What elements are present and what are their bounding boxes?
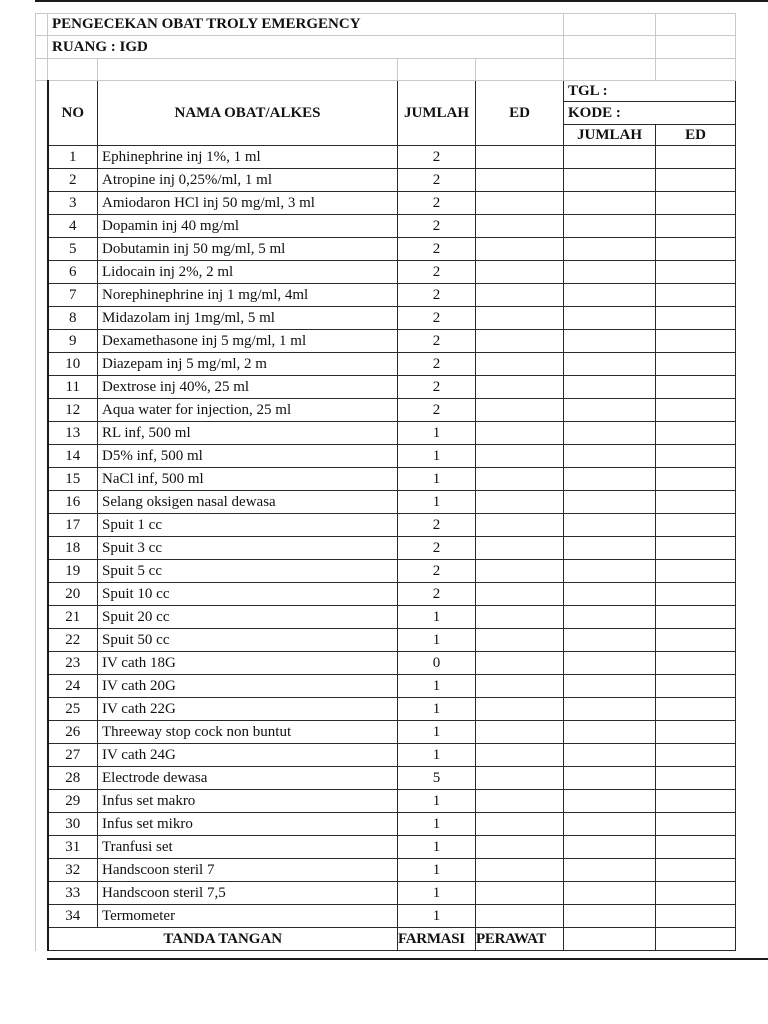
- item-number: 24: [48, 675, 98, 698]
- col-no-header: NO: [48, 81, 98, 146]
- table-row: [36, 629, 736, 652]
- table-row: [36, 422, 736, 445]
- item-name: Selang oksigen nasal dewasa: [98, 491, 398, 514]
- item-ed-cell: [476, 836, 564, 859]
- table-row: [36, 238, 736, 261]
- item-quantity: 1: [398, 813, 476, 836]
- item-number: 30: [48, 813, 98, 836]
- item-quantity: 1: [398, 882, 476, 905]
- table-row: [36, 169, 736, 192]
- check-qty-cell: [564, 813, 656, 836]
- item-quantity: 1: [398, 629, 476, 652]
- item-number: 4: [48, 215, 98, 238]
- item-name: Threeway stop cock non buntut: [98, 721, 398, 744]
- signature-label: TANDA TANGAN: [48, 928, 398, 951]
- item-ed-cell: [476, 882, 564, 905]
- item-ed-cell: [476, 445, 564, 468]
- item-quantity: 2: [398, 146, 476, 169]
- item-ed-cell: [476, 330, 564, 353]
- check-qty-cell: [564, 399, 656, 422]
- item-quantity: 2: [398, 514, 476, 537]
- check-ed-cell: [656, 353, 736, 376]
- check-qty-cell: [564, 261, 656, 284]
- item-ed-cell: [476, 238, 564, 261]
- form-title: PENGECEKAN OBAT TROLY EMERGENCY: [48, 14, 564, 36]
- table-row: [36, 675, 736, 698]
- check-ed-cell: [656, 744, 736, 767]
- check-qty-cell: [564, 721, 656, 744]
- check-ed-cell: [656, 514, 736, 537]
- check-ed-header: ED: [656, 125, 736, 146]
- room-label: RUANG : IGD: [48, 36, 564, 59]
- item-ed-cell: [476, 606, 564, 629]
- check-qty-cell: [564, 882, 656, 905]
- check-ed-cell: [656, 583, 736, 606]
- table-row: [36, 330, 736, 353]
- check-qty-cell: [564, 445, 656, 468]
- item-ed-cell: [476, 744, 564, 767]
- check-qty-cell: [564, 307, 656, 330]
- item-name: Handscoon steril 7: [98, 859, 398, 882]
- item-number: 20: [48, 583, 98, 606]
- item-name: Dopamin inj 40 mg/ml: [98, 215, 398, 238]
- item-name: Midazolam inj 1mg/ml, 5 ml: [98, 307, 398, 330]
- check-ed-cell: [656, 422, 736, 445]
- table-row: [36, 698, 736, 721]
- item-number: 12: [48, 399, 98, 422]
- item-ed-cell: [476, 146, 564, 169]
- check-ed-cell: [656, 445, 736, 468]
- table-row: [36, 514, 736, 537]
- check-ed-cell: [656, 882, 736, 905]
- item-number: 31: [48, 836, 98, 859]
- item-number: 21: [48, 606, 98, 629]
- item-name: IV cath 22G: [98, 698, 398, 721]
- item-ed-cell: [476, 261, 564, 284]
- table-row: [36, 192, 736, 215]
- item-name: Electrode dewasa: [98, 767, 398, 790]
- check-ed-cell: [656, 721, 736, 744]
- check-ed-cell: [656, 698, 736, 721]
- item-quantity: 2: [398, 537, 476, 560]
- item-name: Dexamethasone inj 5 mg/ml, 1 ml: [98, 330, 398, 353]
- check-qty-cell: [564, 169, 656, 192]
- item-ed-cell: [476, 675, 564, 698]
- item-name: Ephinephrine inj 1%, 1 ml: [98, 146, 398, 169]
- check-ed-cell: [656, 399, 736, 422]
- item-number: 6: [48, 261, 98, 284]
- item-name: Atropine inj 0,25%/ml, 1 ml: [98, 169, 398, 192]
- check-qty-cell: [564, 652, 656, 675]
- check-ed-cell: [656, 284, 736, 307]
- item-number: 15: [48, 468, 98, 491]
- table-row: [36, 445, 736, 468]
- item-name: Spuit 5 cc: [98, 560, 398, 583]
- signature-cell: [564, 928, 656, 951]
- item-number: 8: [48, 307, 98, 330]
- check-ed-cell: [656, 905, 736, 928]
- check-qty-cell: [564, 606, 656, 629]
- item-number: 14: [48, 445, 98, 468]
- item-number: 13: [48, 422, 98, 445]
- table-row: [36, 859, 736, 882]
- item-ed-cell: [476, 652, 564, 675]
- item-name: Aqua water for injection, 25 ml: [98, 399, 398, 422]
- item-number: 29: [48, 790, 98, 813]
- check-ed-cell: [656, 330, 736, 353]
- item-quantity: 1: [398, 445, 476, 468]
- item-ed-cell: [476, 376, 564, 399]
- signature-farmasi: FARMASI: [398, 928, 476, 951]
- item-name: Spuit 3 cc: [98, 537, 398, 560]
- check-qty-cell: [564, 422, 656, 445]
- item-number: 16: [48, 491, 98, 514]
- item-number: 33: [48, 882, 98, 905]
- item-quantity: 1: [398, 905, 476, 928]
- item-name: Termometer: [98, 905, 398, 928]
- table-row: [36, 606, 736, 629]
- item-number: 18: [48, 537, 98, 560]
- check-qty-cell: [564, 491, 656, 514]
- table-row: [36, 353, 736, 376]
- item-ed-cell: [476, 353, 564, 376]
- item-quantity: 1: [398, 491, 476, 514]
- bottom-rule: [47, 958, 768, 960]
- check-ed-cell: [656, 560, 736, 583]
- item-ed-cell: [476, 583, 564, 606]
- item-number: 10: [48, 353, 98, 376]
- check-ed-cell: [656, 491, 736, 514]
- check-ed-cell: [656, 537, 736, 560]
- item-quantity: 2: [398, 261, 476, 284]
- check-qty-cell: [564, 514, 656, 537]
- item-ed-cell: [476, 859, 564, 882]
- table-row: [36, 215, 736, 238]
- table-row: [36, 261, 736, 284]
- signature-cell: [656, 928, 736, 951]
- item-number: 7: [48, 284, 98, 307]
- item-name: NaCl inf, 500 ml: [98, 468, 398, 491]
- top-rule: [35, 0, 768, 2]
- table-row: [36, 307, 736, 330]
- item-quantity: 1: [398, 744, 476, 767]
- item-name: Infus set mikro: [98, 813, 398, 836]
- col-name-header: NAMA OBAT/ALKES: [98, 81, 398, 146]
- signature-row: [36, 928, 736, 951]
- tgl-label: TGL :: [564, 81, 736, 102]
- item-ed-cell: [476, 560, 564, 583]
- item-number: 25: [48, 698, 98, 721]
- check-qty-cell: [564, 537, 656, 560]
- checklist-table: [35, 13, 736, 951]
- check-ed-cell: [656, 468, 736, 491]
- check-ed-cell: [656, 859, 736, 882]
- item-number: 32: [48, 859, 98, 882]
- check-ed-cell: [656, 629, 736, 652]
- item-number: 17: [48, 514, 98, 537]
- check-qty-cell: [564, 560, 656, 583]
- item-name: IV cath 24G: [98, 744, 398, 767]
- item-ed-cell: [476, 790, 564, 813]
- item-number: 22: [48, 629, 98, 652]
- item-number: 1: [48, 146, 98, 169]
- item-ed-cell: [476, 905, 564, 928]
- item-quantity: 1: [398, 836, 476, 859]
- item-number: 27: [48, 744, 98, 767]
- check-ed-cell: [656, 376, 736, 399]
- item-ed-cell: [476, 721, 564, 744]
- item-ed-cell: [476, 514, 564, 537]
- signature-perawat: PERAWAT: [476, 928, 564, 951]
- item-ed-cell: [476, 284, 564, 307]
- item-name: Dobutamin inj 50 mg/ml, 5 ml: [98, 238, 398, 261]
- item-ed-cell: [476, 698, 564, 721]
- table-row: [36, 836, 736, 859]
- check-qty-cell: [564, 744, 656, 767]
- item-ed-cell: [476, 813, 564, 836]
- check-qty-cell: [564, 790, 656, 813]
- check-qty-cell: [564, 146, 656, 169]
- check-qty-cell: [564, 215, 656, 238]
- item-name: Tranfusi set: [98, 836, 398, 859]
- item-number: 19: [48, 560, 98, 583]
- check-ed-cell: [656, 238, 736, 261]
- table-row: [36, 767, 736, 790]
- check-ed-cell: [656, 215, 736, 238]
- check-ed-cell: [656, 813, 736, 836]
- item-ed-cell: [476, 422, 564, 445]
- check-ed-cell: [656, 606, 736, 629]
- item-quantity: 1: [398, 721, 476, 744]
- table-row: [36, 790, 736, 813]
- item-name: Spuit 20 cc: [98, 606, 398, 629]
- item-ed-cell: [476, 192, 564, 215]
- item-quantity: 2: [398, 560, 476, 583]
- item-quantity: 0: [398, 652, 476, 675]
- item-quantity: 5: [398, 767, 476, 790]
- item-name: Norephinephrine inj 1 mg/ml, 4ml: [98, 284, 398, 307]
- check-qty-cell: [564, 238, 656, 261]
- item-number: 9: [48, 330, 98, 353]
- item-ed-cell: [476, 307, 564, 330]
- check-qty-cell: [564, 675, 656, 698]
- check-qty-cell: [564, 767, 656, 790]
- item-ed-cell: [476, 537, 564, 560]
- item-name: IV cath 20G: [98, 675, 398, 698]
- check-ed-cell: [656, 307, 736, 330]
- kode-label: KODE :: [564, 102, 736, 125]
- check-qty-cell: [564, 583, 656, 606]
- table-row: [36, 284, 736, 307]
- item-quantity: 1: [398, 790, 476, 813]
- item-ed-cell: [476, 491, 564, 514]
- item-name: D5% inf, 500 ml: [98, 445, 398, 468]
- check-qty-cell: [564, 468, 656, 491]
- item-name: Spuit 1 cc: [98, 514, 398, 537]
- table-row: [36, 146, 736, 169]
- check-qty-cell: [564, 629, 656, 652]
- check-ed-cell: [656, 192, 736, 215]
- item-ed-cell: [476, 468, 564, 491]
- item-number: 26: [48, 721, 98, 744]
- item-name: Infus set makro: [98, 790, 398, 813]
- check-qty-header: JUMLAH: [564, 125, 656, 146]
- item-quantity: 2: [398, 238, 476, 261]
- table-row: [36, 813, 736, 836]
- item-quantity: 1: [398, 698, 476, 721]
- room-row: [36, 36, 736, 59]
- item-quantity: 2: [398, 192, 476, 215]
- check-qty-cell: [564, 353, 656, 376]
- col-ed-header: ED: [476, 81, 564, 146]
- item-quantity: 1: [398, 859, 476, 882]
- check-qty-cell: [564, 192, 656, 215]
- item-number: 3: [48, 192, 98, 215]
- check-ed-cell: [656, 261, 736, 284]
- item-name: Amiodaron HCl inj 50 mg/ml, 3 ml: [98, 192, 398, 215]
- header-row-1: [36, 81, 736, 102]
- table-row: [36, 491, 736, 514]
- check-ed-cell: [656, 146, 736, 169]
- table-row: [36, 376, 736, 399]
- item-quantity: 1: [398, 675, 476, 698]
- item-quantity: 1: [398, 468, 476, 491]
- item-quantity: 2: [398, 399, 476, 422]
- table-row: [36, 721, 736, 744]
- check-qty-cell: [564, 284, 656, 307]
- check-ed-cell: [656, 790, 736, 813]
- item-name: Handscoon steril 7,5: [98, 882, 398, 905]
- item-name: Diazepam inj 5 mg/ml, 2 m: [98, 353, 398, 376]
- table-row: [36, 399, 736, 422]
- item-quantity: 2: [398, 307, 476, 330]
- check-qty-cell: [564, 376, 656, 399]
- item-ed-cell: [476, 215, 564, 238]
- item-name: Spuit 10 cc: [98, 583, 398, 606]
- table-row: [36, 652, 736, 675]
- check-qty-cell: [564, 330, 656, 353]
- item-quantity: 2: [398, 353, 476, 376]
- check-ed-cell: [656, 652, 736, 675]
- table-row: [36, 744, 736, 767]
- item-number: 28: [48, 767, 98, 790]
- table-row: [36, 560, 736, 583]
- item-quantity: 2: [398, 583, 476, 606]
- table-row: [36, 583, 736, 606]
- title-row: [36, 14, 736, 36]
- item-quantity: 2: [398, 284, 476, 307]
- item-ed-cell: [476, 399, 564, 422]
- item-name: Lidocain inj 2%, 2 ml: [98, 261, 398, 284]
- item-quantity: 2: [398, 169, 476, 192]
- check-qty-cell: [564, 836, 656, 859]
- item-ed-cell: [476, 767, 564, 790]
- item-ed-cell: [476, 169, 564, 192]
- item-number: 11: [48, 376, 98, 399]
- item-name: IV cath 18G: [98, 652, 398, 675]
- col-qty-header: JUMLAH: [398, 81, 476, 146]
- check-qty-cell: [564, 698, 656, 721]
- table-row: [36, 905, 736, 928]
- item-number: 34: [48, 905, 98, 928]
- check-ed-cell: [656, 836, 736, 859]
- item-name: RL inf, 500 ml: [98, 422, 398, 445]
- item-quantity: 2: [398, 330, 476, 353]
- check-qty-cell: [564, 905, 656, 928]
- item-number: 5: [48, 238, 98, 261]
- check-ed-cell: [656, 675, 736, 698]
- item-number: 23: [48, 652, 98, 675]
- table-row: [36, 537, 736, 560]
- item-name: Dextrose inj 40%, 25 ml: [98, 376, 398, 399]
- item-number: 2: [48, 169, 98, 192]
- item-quantity: 1: [398, 422, 476, 445]
- item-quantity: 2: [398, 215, 476, 238]
- item-ed-cell: [476, 629, 564, 652]
- table-row: [36, 882, 736, 905]
- check-ed-cell: [656, 169, 736, 192]
- item-quantity: 1: [398, 606, 476, 629]
- item-quantity: 2: [398, 376, 476, 399]
- item-name: Spuit 50 cc: [98, 629, 398, 652]
- check-ed-cell: [656, 767, 736, 790]
- check-qty-cell: [564, 859, 656, 882]
- spacer-row: [36, 59, 736, 81]
- table-row: [36, 468, 736, 491]
